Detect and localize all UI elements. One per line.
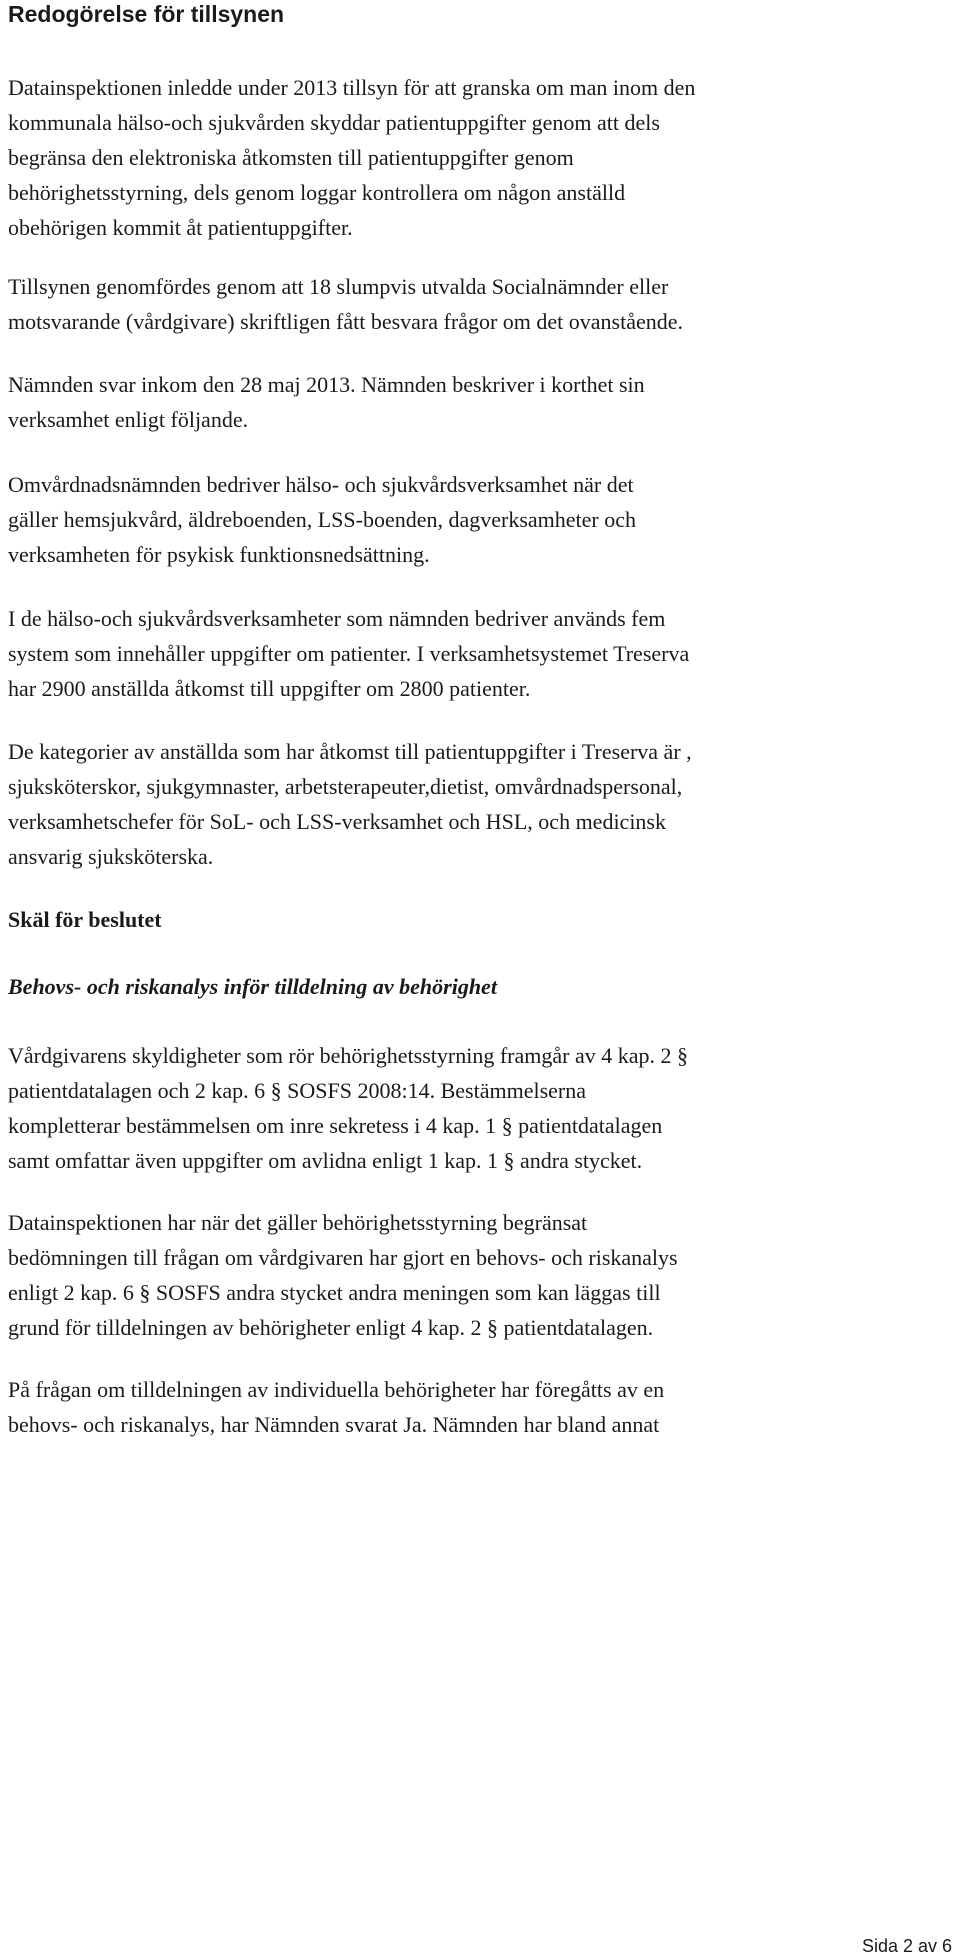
text-line: patientdatalagen och 2 kap. 6 § SOSFS 2008:14. Bestämmelserna (8, 1078, 587, 1103)
text-line: Tillsynen genomfördes genom att 18 slumpvis utvalda Socialnämnder eller (8, 274, 669, 299)
text-line: verksamhetschefer för SoL- och LSS-verksamhet och HSL, och medicinsk (8, 809, 666, 834)
text-line: begränsa den elektroniska åtkomsten till patientuppgifter genom (8, 145, 574, 170)
paragraph-tilldelning (8, 1372, 664, 1442)
page-number: Sida 2 av 6 (861, 1936, 952, 1956)
text-line: motsvarande (vårdgivare) skriftligen fått besvara frågor om det ovanstående. (8, 309, 684, 334)
text-line: behovs- och riskanalys, har Nämnden svarat Ja. Nämnden har bland annat (8, 1412, 660, 1437)
text-line: På frågan om tilldelningen av individuella behörigheter har föregåtts av en (8, 1377, 665, 1402)
text-line: kompletterar bestämmelsen om inre sekretess i 4 kap. 1 § patientdatalagen (8, 1113, 663, 1138)
text-line: ansvarig sjuksköterska. (8, 844, 214, 869)
text-line: har 2900 anställda åtkomst till uppgifter om 2800 patienter. (8, 676, 531, 701)
text-line: samt omfattar även uppgifter om avlidna enligt 1 kap. 1 § andra stycket. (8, 1148, 643, 1173)
text-line: Datainspektionen inledde under 2013 tillsyn för att granska om man inom den (8, 75, 696, 100)
text-line: verksamhet enligt följande. (8, 407, 249, 432)
paragraph-bedomning (8, 1205, 678, 1345)
section-heading: Skäl för beslutet (8, 907, 162, 932)
paragraph-tillsyn (8, 269, 683, 339)
text-line: verksamheten för psykisk funktionsnedsättning. (8, 542, 430, 567)
text-line: kommunala hälso-och sjukvården skyddar patientuppgifter genom att dels (8, 110, 660, 135)
paragraph-system (8, 601, 689, 706)
text-line: system som innehåller uppgifter om patienter. I verksamhetsystemet Treserva (8, 641, 690, 666)
text-line: I de hälso-och sjukvårdsverksamheter som nämnden bedriver används fem (8, 606, 666, 631)
paragraph-skyldigheter (8, 1038, 688, 1178)
text-line: obehörigen kommit åt patientuppgifter. (8, 215, 353, 240)
text-line: Nämnden svar inkom den 28 maj 2013. Nämnden beskriver i korthet sin (8, 372, 645, 397)
paragraph-intro (8, 70, 695, 245)
paragraph-verksamhet (8, 467, 636, 572)
text-line: grund för tilldelningen av behörigheter enligt 4 kap. 2 § patientdatalagen. (8, 1315, 654, 1340)
text-line: Vårdgivarens skyldigheter som rör behörighetsstyrning framgår av 4 kap. 2 § (8, 1043, 688, 1068)
text-line: bedömningen till frågan om vårdgivaren har gjort en behovs- och riskanalys (8, 1245, 678, 1270)
text-line: enligt 2 kap. 6 § SOSFS andra stycket andra meningen som kan läggas till (8, 1280, 661, 1305)
text-line: gäller hemsjukvård, äldreboenden, LSS-boenden, dagverksamheter och (8, 507, 637, 532)
document-heading: Redogörelse för tillsynen (8, 1, 285, 27)
text-line: Datainspektionen har när det gäller behörighetsstyrning begränsat (8, 1210, 588, 1235)
text-line: sjuksköterskor, sjukgymnaster, arbetsterapeuter,dietist, omvårdnadspersonal, (8, 774, 683, 799)
paragraph-kategorier (8, 734, 692, 874)
paragraph-svar (8, 367, 645, 437)
subheading: Behovs- och riskanalys inför tilldelning av behörighet (8, 974, 497, 999)
text-line: De kategorier av anställda som har åtkomst till patientuppgifter i Treserva är , (8, 739, 692, 764)
text-line: behörighetsstyrning, dels genom loggar kontrollera om någon anställd (8, 180, 626, 205)
text-line: Omvårdnadsnämnden bedriver hälso- och sjukvårdsverksamhet när det (8, 472, 634, 497)
